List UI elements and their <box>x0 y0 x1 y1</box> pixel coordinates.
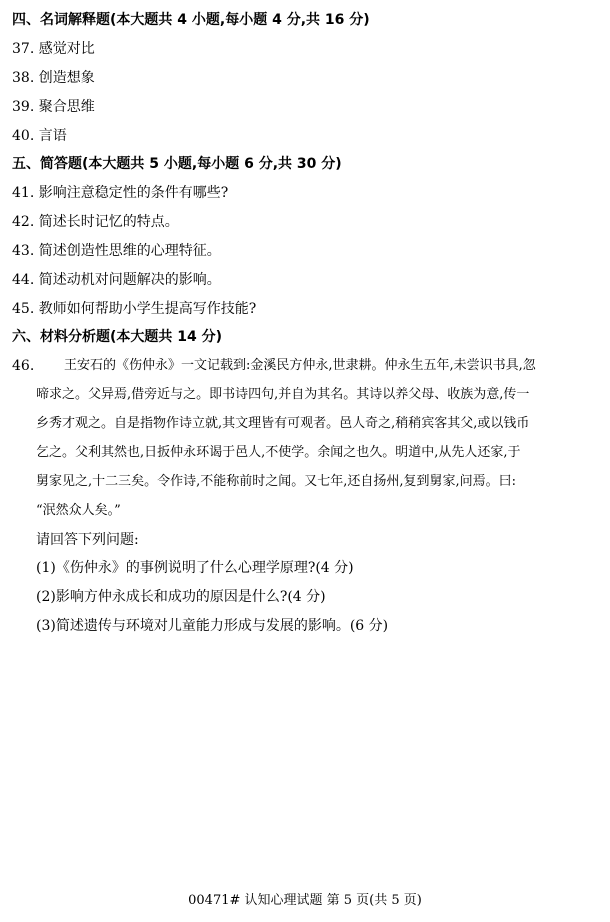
question-45: 45. 教师如何帮助小学生提高写作技能? <box>12 301 257 317</box>
question-46-number: 46. <box>12 358 35 374</box>
material-line: 王安石的《伤仲永》一文记载到:金溪民方仲永,世隶耕。仲永生五年,未尝识书具,忽 <box>64 358 536 373</box>
sub-question-2: (2)影响方仲永成长和成功的原因是什么?(4 分) <box>36 589 326 605</box>
answer-prompt: 请回答下列问题: <box>36 532 139 548</box>
section-4-heading: 四、名词解释题(本大题共 4 小题,每小题 4 分,共 16 分) <box>12 12 370 28</box>
question-43: 43. 简述创造性思维的心理特征。 <box>12 243 221 259</box>
question-40: 40. 言语 <box>12 128 67 144</box>
question-39: 39. 聚合思维 <box>12 99 95 115</box>
sub-question-3: (3)简述遗传与环境对儿童能力形成与发展的影响。(6 分) <box>36 618 389 634</box>
sub-question-1: (1)《伤仲永》的事例说明了什么心理学原理?(4 分) <box>36 560 354 576</box>
question-38: 38. 创造想象 <box>12 70 95 86</box>
page-footer: 00471# 认知心理试题 第 5 页(共 5 页) <box>188 893 422 908</box>
section-5-heading: 五、简答题(本大题共 5 小题,每小题 6 分,共 30 分) <box>12 156 342 172</box>
material-line: 舅家见之,十二三矣。令作诗,不能称前时之闻。又七年,还自扬州,复到舅家,问焉。曰: <box>36 474 517 489</box>
material-line: 啼求之。父异焉,借旁近与之。即书诗四句,并自为其名。其诗以养父母、收族为意,传一 <box>36 387 530 402</box>
question-41: 41. 影响注意稳定性的条件有哪些? <box>12 185 229 201</box>
question-42: 42. 简述长时记忆的特点。 <box>12 214 179 230</box>
material-line: 乡秀才观之。自是指物作诗立就,其文理皆有可观者。邑人奇之,稍稍宾客其父,或以钱币 <box>36 416 530 431</box>
question-37: 37. 感觉对比 <box>12 41 95 57</box>
material-line: “泯然众人矣。” <box>36 503 121 518</box>
section-6-heading: 六、材料分析题(本大题共 14 分) <box>12 329 223 345</box>
material-line: 乞之。父利其然也,日扳仲永环谒于邑人,不使学。余闻之也久。明道中,从先人还家,于 <box>36 445 521 460</box>
question-44: 44. 简述动机对问题解决的影响。 <box>12 272 221 288</box>
